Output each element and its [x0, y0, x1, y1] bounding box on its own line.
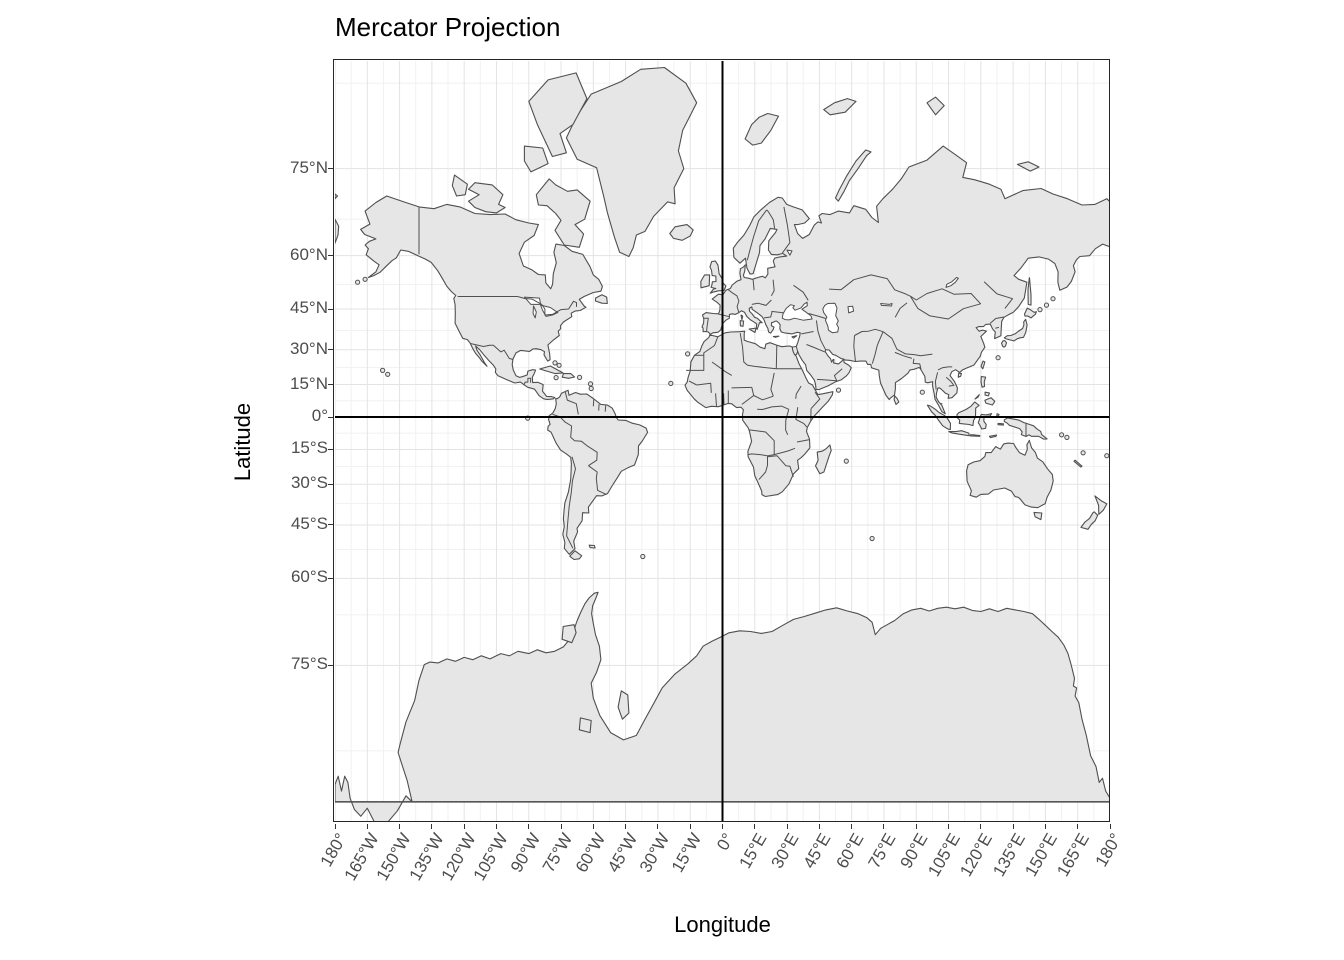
- y-tick-label: 45°S: [290, 513, 328, 533]
- x-tick-label-text: 30°W: [636, 830, 674, 876]
- island-antilles-2: [589, 386, 593, 390]
- x-tick-mark: [367, 824, 368, 829]
- land-sri-lanka: [894, 396, 899, 405]
- x-tick-label-text: 90°W: [506, 830, 545, 876]
- plot-title: Mercator Projection: [335, 12, 561, 42]
- y-tick-label: 75°N: [290, 157, 328, 177]
- x-tick-mark: [625, 824, 626, 829]
- island-kuril-1: [1038, 308, 1042, 312]
- y-tick-label: 45°N: [290, 298, 328, 318]
- x-tick-mark: [399, 824, 400, 829]
- x-tick-mark: [883, 824, 884, 829]
- x-tick-mark: [496, 824, 497, 829]
- x-tick-mark: [1077, 824, 1078, 829]
- x-tick-mark: [851, 824, 852, 829]
- x-tick-label-text: 150°E: [1021, 830, 1061, 880]
- island-south-georgia: [641, 554, 645, 558]
- y-tick-mark: [328, 449, 333, 450]
- x-tick-label-text: 135°E: [988, 830, 1029, 880]
- land-filchner-island: [579, 718, 591, 733]
- land-cyprus: [792, 336, 797, 338]
- land-sakhalin: [1028, 278, 1031, 305]
- land-visayas: [985, 392, 989, 396]
- land-new-zealand-north: [1095, 496, 1107, 515]
- island-andaman: [920, 390, 924, 394]
- land-sulawesi: [978, 414, 991, 429]
- y-tick-mark: [328, 524, 333, 525]
- y-tick-label: 75°S: [290, 654, 328, 674]
- x-tick-label-text: 60°W: [571, 830, 609, 876]
- y-tick-mark: [328, 665, 333, 666]
- island-fiji: [1105, 454, 1109, 458]
- x-tick-label-text: 30°E: [767, 830, 803, 872]
- x-tick-label-text: 15°E: [735, 830, 771, 872]
- y-axis-title: Latitude: [230, 402, 256, 481]
- y-tick-label: 60°S: [290, 567, 328, 587]
- land-falkland-islands: [589, 545, 595, 548]
- x-tick-mark: [335, 824, 336, 829]
- x-tick-label-text: 0°: [713, 830, 738, 854]
- x-tick-mark: [1013, 824, 1014, 829]
- island-bahamas-2: [557, 363, 561, 367]
- island-kuril-3: [1051, 297, 1055, 301]
- land-great-britain: [710, 261, 726, 293]
- land-antarctica: [398, 592, 1110, 802]
- water-lake-balkhash: [881, 304, 892, 307]
- land-australia: [967, 440, 1054, 507]
- island-solomon-2: [1060, 433, 1064, 437]
- y-tick-label: 30°N: [290, 338, 328, 358]
- land-ireland: [701, 275, 710, 288]
- x-tick-mark: [431, 824, 432, 829]
- x-tick-mark: [657, 824, 658, 829]
- y-tick-label: 15°N: [290, 373, 328, 393]
- x-tick-label-text: 180°: [1091, 830, 1126, 870]
- island-antilles-1: [588, 382, 592, 386]
- x-tick-label-text: 150°W: [372, 830, 416, 884]
- x-tick-mark: [1110, 824, 1111, 829]
- land-hainan: [958, 373, 961, 377]
- land-palawan: [975, 395, 979, 399]
- y-tick-label: 0°: [311, 406, 328, 425]
- border-french-guiana: [605, 405, 606, 412]
- land-corsica: [741, 315, 743, 320]
- x-tick-mark: [464, 824, 465, 829]
- y-tick-mark: [328, 417, 333, 418]
- y-tick-label: 60°N: [290, 244, 328, 264]
- land-svalbard: [745, 114, 778, 146]
- land-hispaniola: [562, 374, 574, 379]
- world-map: [335, 61, 1110, 822]
- x-tick-label-text: 90°E: [896, 830, 932, 872]
- x-tick-mark: [722, 824, 723, 829]
- x-tick-label-text: 165°W: [340, 830, 383, 884]
- x-tick-mark: [690, 824, 691, 829]
- x-tick-label-text: 45°E: [799, 830, 835, 872]
- y-tick-mark: [328, 484, 333, 485]
- x-tick-mark: [787, 824, 788, 829]
- island-bahamas-1: [553, 361, 557, 365]
- y-tick-label: 15°S: [290, 438, 328, 458]
- land-antarctica-ross-sector: [335, 776, 412, 822]
- land-new-siberian-islands: [1017, 162, 1039, 171]
- island-hawaii-1: [381, 368, 385, 372]
- island-socotra: [836, 388, 840, 392]
- x-tick-mark: [980, 824, 981, 829]
- island-jamaica: [554, 376, 558, 380]
- land-iceland: [670, 225, 693, 241]
- y-tick-mark: [328, 168, 333, 169]
- y-tick-mark: [328, 255, 333, 256]
- land-wrangel-island: [335, 194, 338, 199]
- x-axis-title: Longitude: [674, 912, 771, 937]
- land-hokkaido: [1025, 308, 1037, 318]
- x-tick-mark: [754, 824, 755, 829]
- island-aleutian-2: [356, 280, 360, 284]
- land-new-zealand-south: [1081, 512, 1098, 529]
- border-guyana: [593, 399, 594, 406]
- land-timor: [989, 435, 996, 438]
- land-banks-island: [452, 175, 467, 196]
- x-tick-label-text: 75°W: [539, 830, 577, 876]
- x-tick-mark: [561, 824, 562, 829]
- border-libya-egypt: [776, 346, 777, 369]
- y-tick-mark: [328, 384, 333, 385]
- x-tick-label-text: 105°E: [924, 830, 964, 880]
- island-aleutian-1: [363, 277, 367, 281]
- water-aral-sea: [848, 306, 854, 313]
- land-seram: [998, 423, 1003, 425]
- x-tick-mark: [819, 824, 820, 829]
- land-victoria-island: [469, 183, 506, 213]
- x-tick-label-text: 120°E: [956, 830, 997, 880]
- land-berkner-island: [618, 691, 629, 719]
- x-tick-mark: [948, 824, 949, 829]
- y-tick-mark: [328, 309, 333, 310]
- island-canary: [686, 352, 690, 356]
- island-kuril-2: [1044, 303, 1048, 307]
- land-franz-josef-land: [824, 99, 856, 115]
- island-cape-verde: [669, 381, 673, 385]
- land-severnaya-zemlya: [927, 97, 944, 115]
- x-tick-label-text: 75°E: [864, 830, 900, 872]
- land-kyushu: [1002, 341, 1007, 348]
- x-tick-label-text: 60°E: [832, 830, 868, 872]
- x-tick-mark: [916, 824, 917, 829]
- y-tick-mark: [328, 578, 333, 579]
- x-tick-label-text: 135°W: [405, 830, 448, 884]
- x-tick-label-text: 45°W: [603, 830, 642, 876]
- island-ryukyu: [996, 356, 1000, 360]
- island-puerto-rico: [578, 375, 582, 379]
- x-tick-mark: [528, 824, 529, 829]
- island-kerguelen: [870, 536, 874, 540]
- x-tick-label-text: 180°: [316, 830, 351, 870]
- y-tick-mark: [328, 349, 333, 350]
- border-niger-nigeria: [732, 387, 752, 388]
- x-tick-mark: [593, 824, 594, 829]
- land-novaya-zemlya: [836, 150, 872, 201]
- island-mauritius: [844, 459, 848, 463]
- x-tick-mark: [1045, 824, 1046, 829]
- land-baffin-island: [536, 179, 590, 247]
- land-mindanao: [985, 398, 995, 405]
- x-tick-label-text: 15°W: [668, 830, 706, 876]
- land-lesser-sunda: [970, 435, 980, 437]
- x-tick-label-text: 105°W: [469, 830, 512, 884]
- island-hawaii-2: [386, 372, 390, 376]
- map-panel: [335, 61, 1110, 822]
- land-newfoundland: [596, 295, 608, 304]
- land-crete: [773, 336, 779, 337]
- land-borneo: [957, 402, 979, 426]
- island-solomon-1: [1065, 435, 1069, 439]
- land-sardinia: [740, 321, 743, 327]
- land-chukotka-west: [335, 219, 339, 243]
- land-java: [949, 431, 969, 436]
- x-tick-label-text: 165°E: [1053, 830, 1094, 880]
- land-tasmania: [1034, 512, 1042, 519]
- x-tick-label-text: 120°W: [437, 830, 480, 884]
- island-vanuatu: [1081, 451, 1085, 455]
- y-tick-label: 30°S: [290, 473, 328, 493]
- land-luzon: [981, 377, 986, 388]
